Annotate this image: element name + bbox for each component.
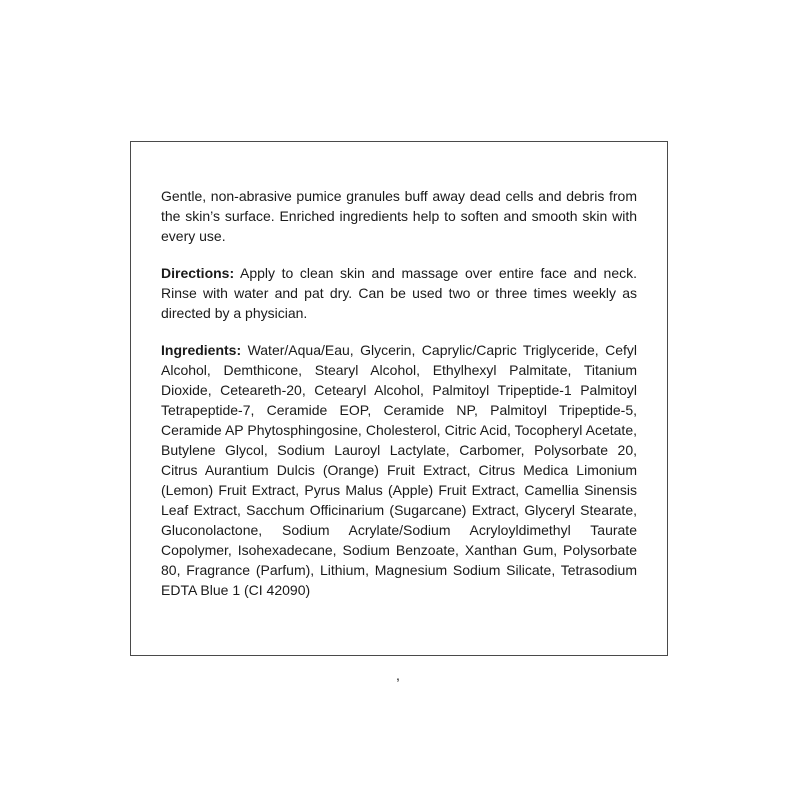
ingredients-text: Water/Aqua/Eau, Glycerin, Caprylic/Capric Triglyceride, Cefyl Alcohol, Demthicone, Stearyl Alcohol, Ethylhexyl Palmitate, Titanium Dioxide, Ceteareth-20, Cetearyl Alcohol, Palmitoyl Tripeptide-1 Palmitoyl Tetrapeptide-7, Ceramide EOP, Ceramide NP, Palmitoyl Tripeptide-5, Ceramide AP Phytosphingosine, Cholesterol, Citric Acid, Tocopheryl Acetate, Butylene Glycol, Sodium Lauroyl Lactylate, Carbomer, Polysorbate 20, Citrus Aurantium Dulcis (Orange) Fruit Extract, Citrus Medica Limonium (Lemon) Fruit Extract, Pyrus Malus (Apple) Fruit Extract, Camellia Sinensis Leaf Extract, Sacchum Officinarium (Sugarcane) Extract, Glyceryl Stearate, Gluconolactone, Sodium Acrylate/Sodium Acryloyldimethyl Taurate Copolymer, Isohexadecane, Sodium Benzoate, Xanthan Gum, Polysorbate 80, Fragrance (Parfum), Lithium, Magnesium Sodium Silicate, Tetrasodium EDTA Blue 1 (CI 42090): [161, 342, 637, 598]
directions-text: Apply to clean skin and massage over entire face and neck. Rinse with water and pat dry. Can be used two or three times weekly as directed by a physician.: [161, 265, 637, 321]
stray-comma: ,: [396, 667, 400, 683]
product-description: Gentle, non-abrasive pumice granules buff away dead cells and debris from the skin’s surface. Enriched ingredients help to soften and smooth skin with every use.: [161, 188, 637, 244]
ingredients-heading: Ingredients:: [161, 342, 242, 358]
ingredients-paragraph: [161, 340, 637, 600]
label-content: [161, 186, 637, 617]
directions-paragraph: [161, 263, 637, 323]
product-label-box: [130, 141, 668, 656]
directions-heading: Directions:: [161, 265, 235, 281]
